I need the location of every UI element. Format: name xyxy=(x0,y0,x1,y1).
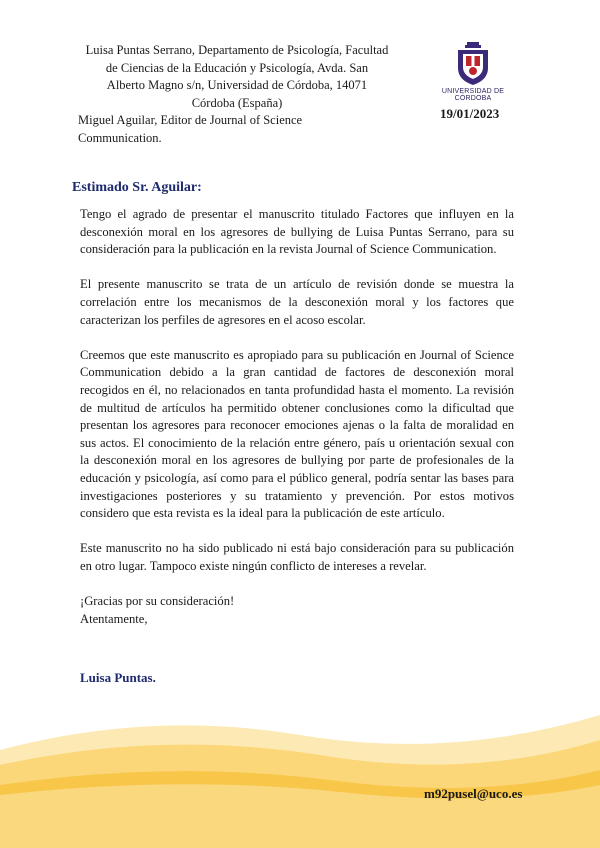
address-line: Luisa Puntas Serrano, Departamento de Psicología, Facultad xyxy=(85,43,389,57)
greeting: Estimado Sr. Aguilar: xyxy=(72,180,202,195)
recipient xyxy=(78,112,396,147)
paragraph: Tengo el agrado de presentar el manuscrito titulado Factores que influyen en la desconexión moral en los agresores de bullying de Luisa Puntas Serrano, para su consideración para la publicación en la revista Journal of Science Communication. xyxy=(80,207,514,257)
address-line: Alberto Magno s/n, Universidad de Córdoba, 14071 xyxy=(106,78,368,92)
signature: Luisa Puntas. xyxy=(80,670,156,685)
paragraph: Este manuscrito no ha sido publicado ni está bajo consideración para su publicación en otro lugar. Tampoco existe ningún conflicto de intereses a revelar. xyxy=(80,541,514,573)
closing-line: ¡Gracias por su consideración! xyxy=(80,594,235,609)
closing-line: Atentamente, xyxy=(80,611,148,626)
recipient-line: Miguel Aguilar, Editor de Journal of Science xyxy=(78,113,303,127)
sender-block xyxy=(78,42,396,147)
closing xyxy=(80,593,514,628)
address-line: de Ciencias de la Educación y Psicología, Avda. San xyxy=(105,60,369,75)
contact-email: m92pusel@uco.es xyxy=(424,786,523,801)
paragraph: Creemos que este manuscrito es apropiado para su publicación en Journal of Science Communication debido a la gran cantidad de factores de desconexión moral recogidos en él, no relacionados en tanta profundidad hasta el momento. La revisión de multitud de artículos ha permitido obtener conclusiones como la dificultad que presentan los agresores para reconocer emociones ajenas o la falta de moralidad en sus actos. El conocimiento de la relación entre género, país u orientación sexual con la desconexión moral en los agresores de bullying por parte de profesionales de la educación y psicología, así como para el público general, podría sentar las bases para investigaciones posteriores y su tratamiento y prevención. Por estos motivos considero que esta revista es la ideal para la publicación de este artículo. xyxy=(80,347,514,521)
recipient-line: Communication. xyxy=(78,130,162,145)
university-logo xyxy=(428,42,518,102)
address-line: Córdoba (España) xyxy=(191,95,283,110)
university-crest-icon xyxy=(454,42,492,86)
logo-text: UNIVERSIDAD DE CÓRDOBA xyxy=(441,88,505,102)
letter-date: 19/01/2023 xyxy=(440,106,500,121)
letter-body xyxy=(80,206,514,628)
footer-wave-decoration xyxy=(0,690,600,848)
paragraph: El presente manuscrito se trata de un artículo de revisión donde se muestra la correlación entre los mecanismos de la desconexión moral y los factores que caracterizan los perfiles de agresores en el acoso escolar. xyxy=(80,277,514,327)
sender-address xyxy=(78,42,396,112)
